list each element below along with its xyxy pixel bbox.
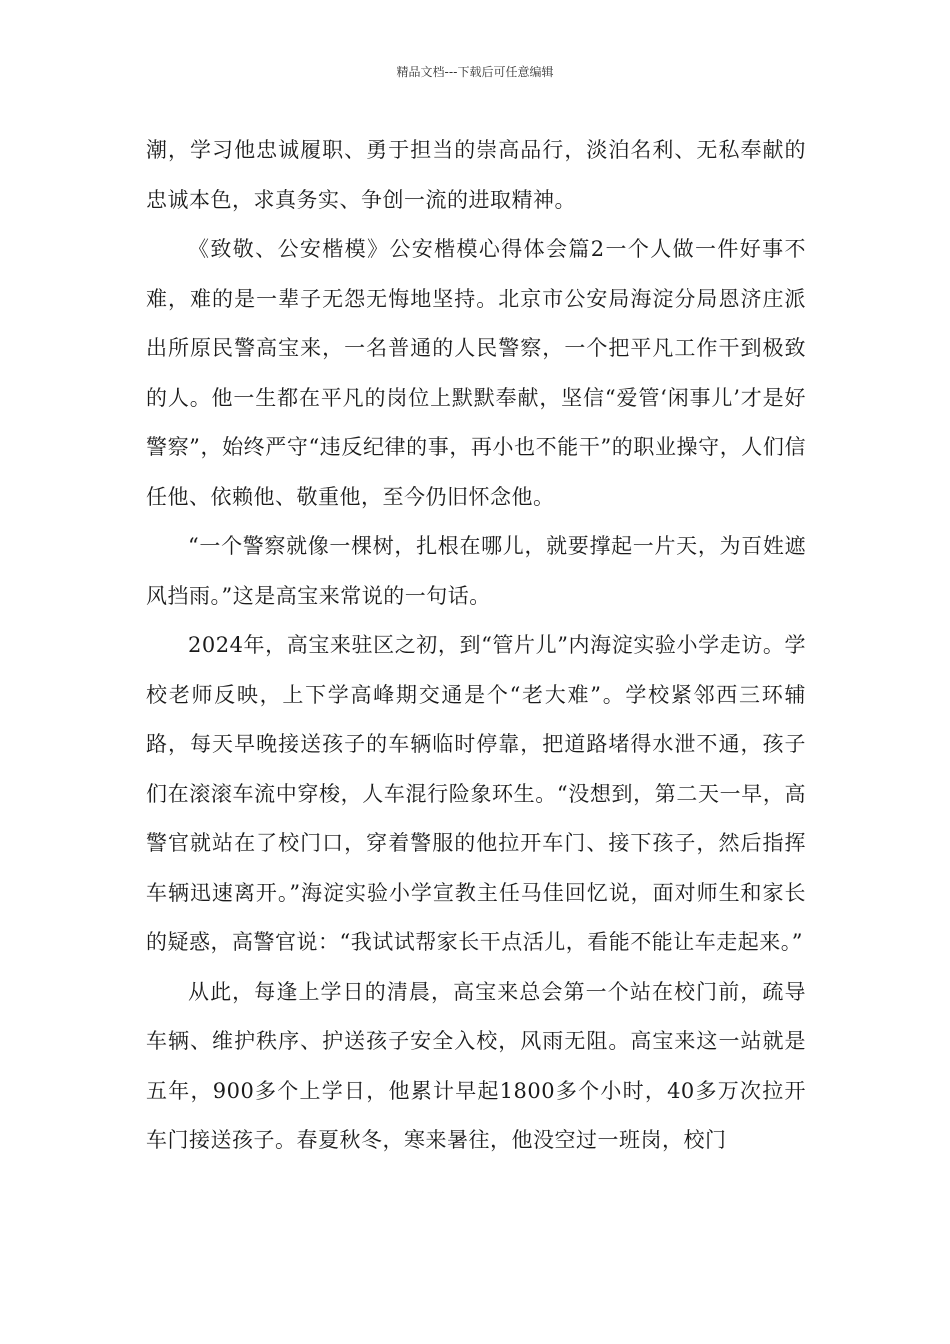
paragraph: 2024年，高宝来驻区之初，到“管片儿”内海淀实验小学走访。学校老师反映，上下学高峰期交通是个“老大难”。学校紧邻西三环辅路，每天早晚接送孩子的车辆临时停靠，把道路堵得水泄不通，孩子们在滚滚车流中穿梭，人车混行险象环生。“没想到，第二天一早，高警官就站在了校门口，穿着警服的他拉开车门、接下孩子，然后指挥车辆迅速离开。”海淀实验小学宣教主任马佳回忆说，面对师生和家长的疑惑，高警官说：“我试试帮家长干点活儿，看能不能让车走起来。” — [146, 633, 806, 954]
paragraph: “一个警察就像一棵树，扎根在哪儿，就要撑起一片天，为百姓遮风挡雨。”这是高宝来常说的一句话。 — [146, 534, 806, 608]
paragraph: 从此，每逢上学日的清晨，高宝来总会第一个站在校门前，疏导车辆、维护秩序、护送孩子安全入校，风雨无阻。高宝来这一站就是五年，900多个上学日，他累计早起1800多个小时，40多万次拉开车门接送孩子。春夏秋冬，寒来暑往，他没空过一班岗，校门 — [146, 979, 806, 1152]
paragraph: 《致敬、公安楷模》公安楷模心得体会篇2一个人做一件好事不难，难的是一辈子无怨无悔地坚持。北京市公安局海淀分局恩济庄派出所原民警高宝来，一名普通的人民警察，一个把平凡工作干到极致的人。他一生都在平凡的岗位上默默奉献，坚信“爱管‘闲事儿’才是好警察”，始终严守“违反纪律的事，再小也不能干”的职业操守，人们信任他、依赖他、敬重他，至今仍旧怀念他。 — [146, 237, 806, 509]
paragraph-continuation: 潮，学习他忠诚履职、勇于担当的崇高品行，淡泊名利、无私奉献的忠诚本色，求真务实、争创一流的进取精神。 — [146, 138, 806, 212]
page-header: 精品文档---下载后可任意编辑 — [396, 65, 554, 79]
document-body — [146, 126, 806, 1166]
